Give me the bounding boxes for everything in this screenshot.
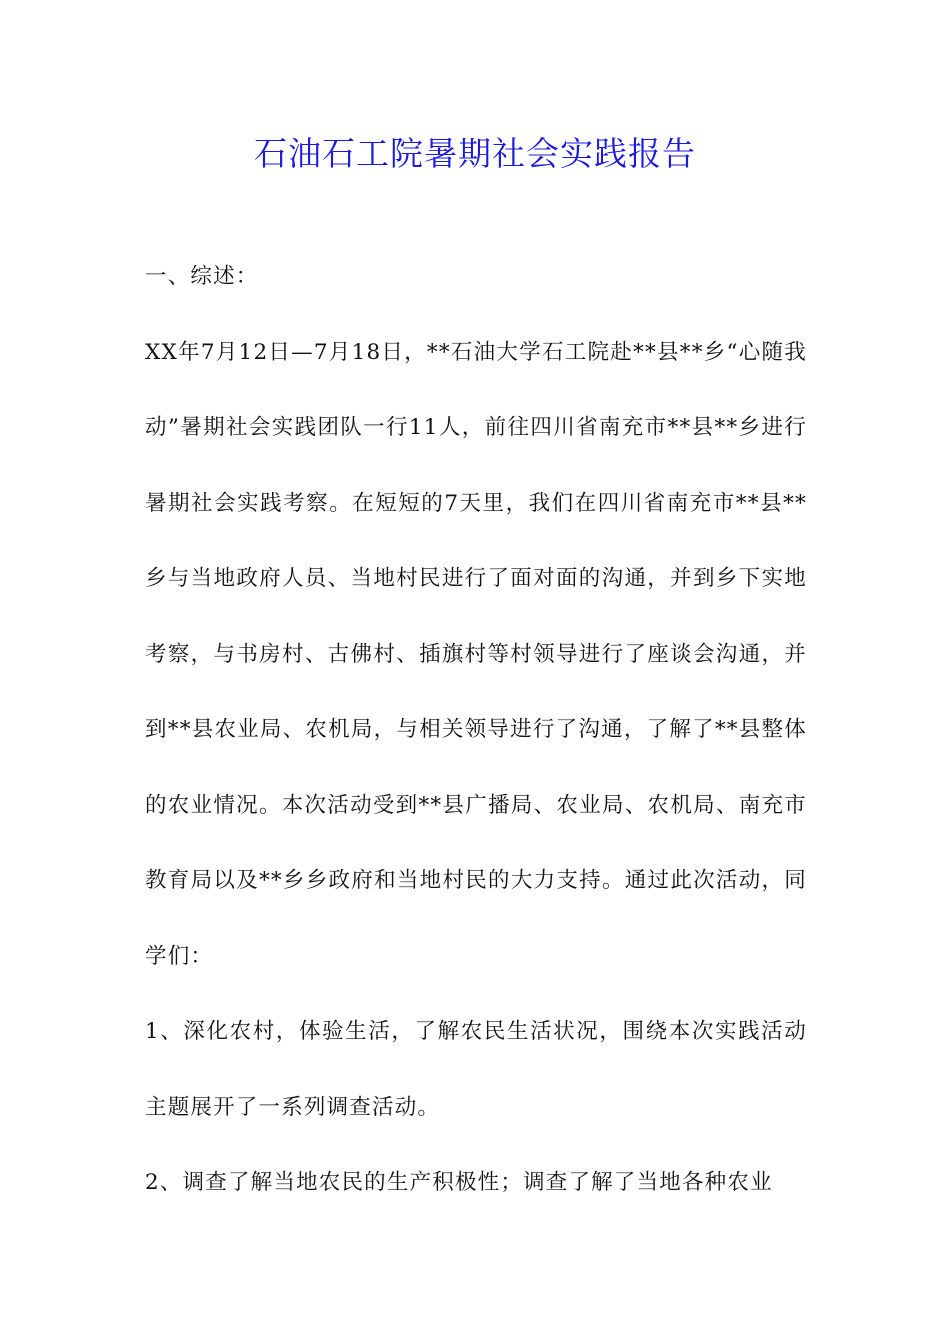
document-title: 石油石工院暑期社会实践报告 <box>254 134 696 173</box>
document-body <box>145 239 807 1221</box>
section-heading: 一、综述： <box>145 264 259 289</box>
body-paragraph: XX年7月12日—7月18日，**石油大学石工院赴**县**乡“心随我动”暑期社会实践团队一行11人，前往四川省南充市**县**乡进行暑期社会实践考察。在短短的7天里，我们在四川省南充市**县**乡与当地政府人员、当地村民进行了面对面的沟通，并到乡下实地考察，与书房村、古佛村、插旗村等村领导进行了座谈会沟通，并到**县农业局、农机局，与相关领导进行了沟通，了解了**县整体的农业情况。本次活动受到**县广播局、农业局、农机局、南充市教育局以及**乡乡政府和当地村民的大力支持。通过此次活动，同学们： <box>145 339 807 969</box>
list-item: 1、深化农村，体验生活，了解农民生活状况，围绕本次实践活动主题展开了一系列调查活动。 <box>145 1019 807 1120</box>
list-item: 2、调查了解当地农民的生产积极性；调查了解了当地各种农业 <box>145 1170 773 1195</box>
